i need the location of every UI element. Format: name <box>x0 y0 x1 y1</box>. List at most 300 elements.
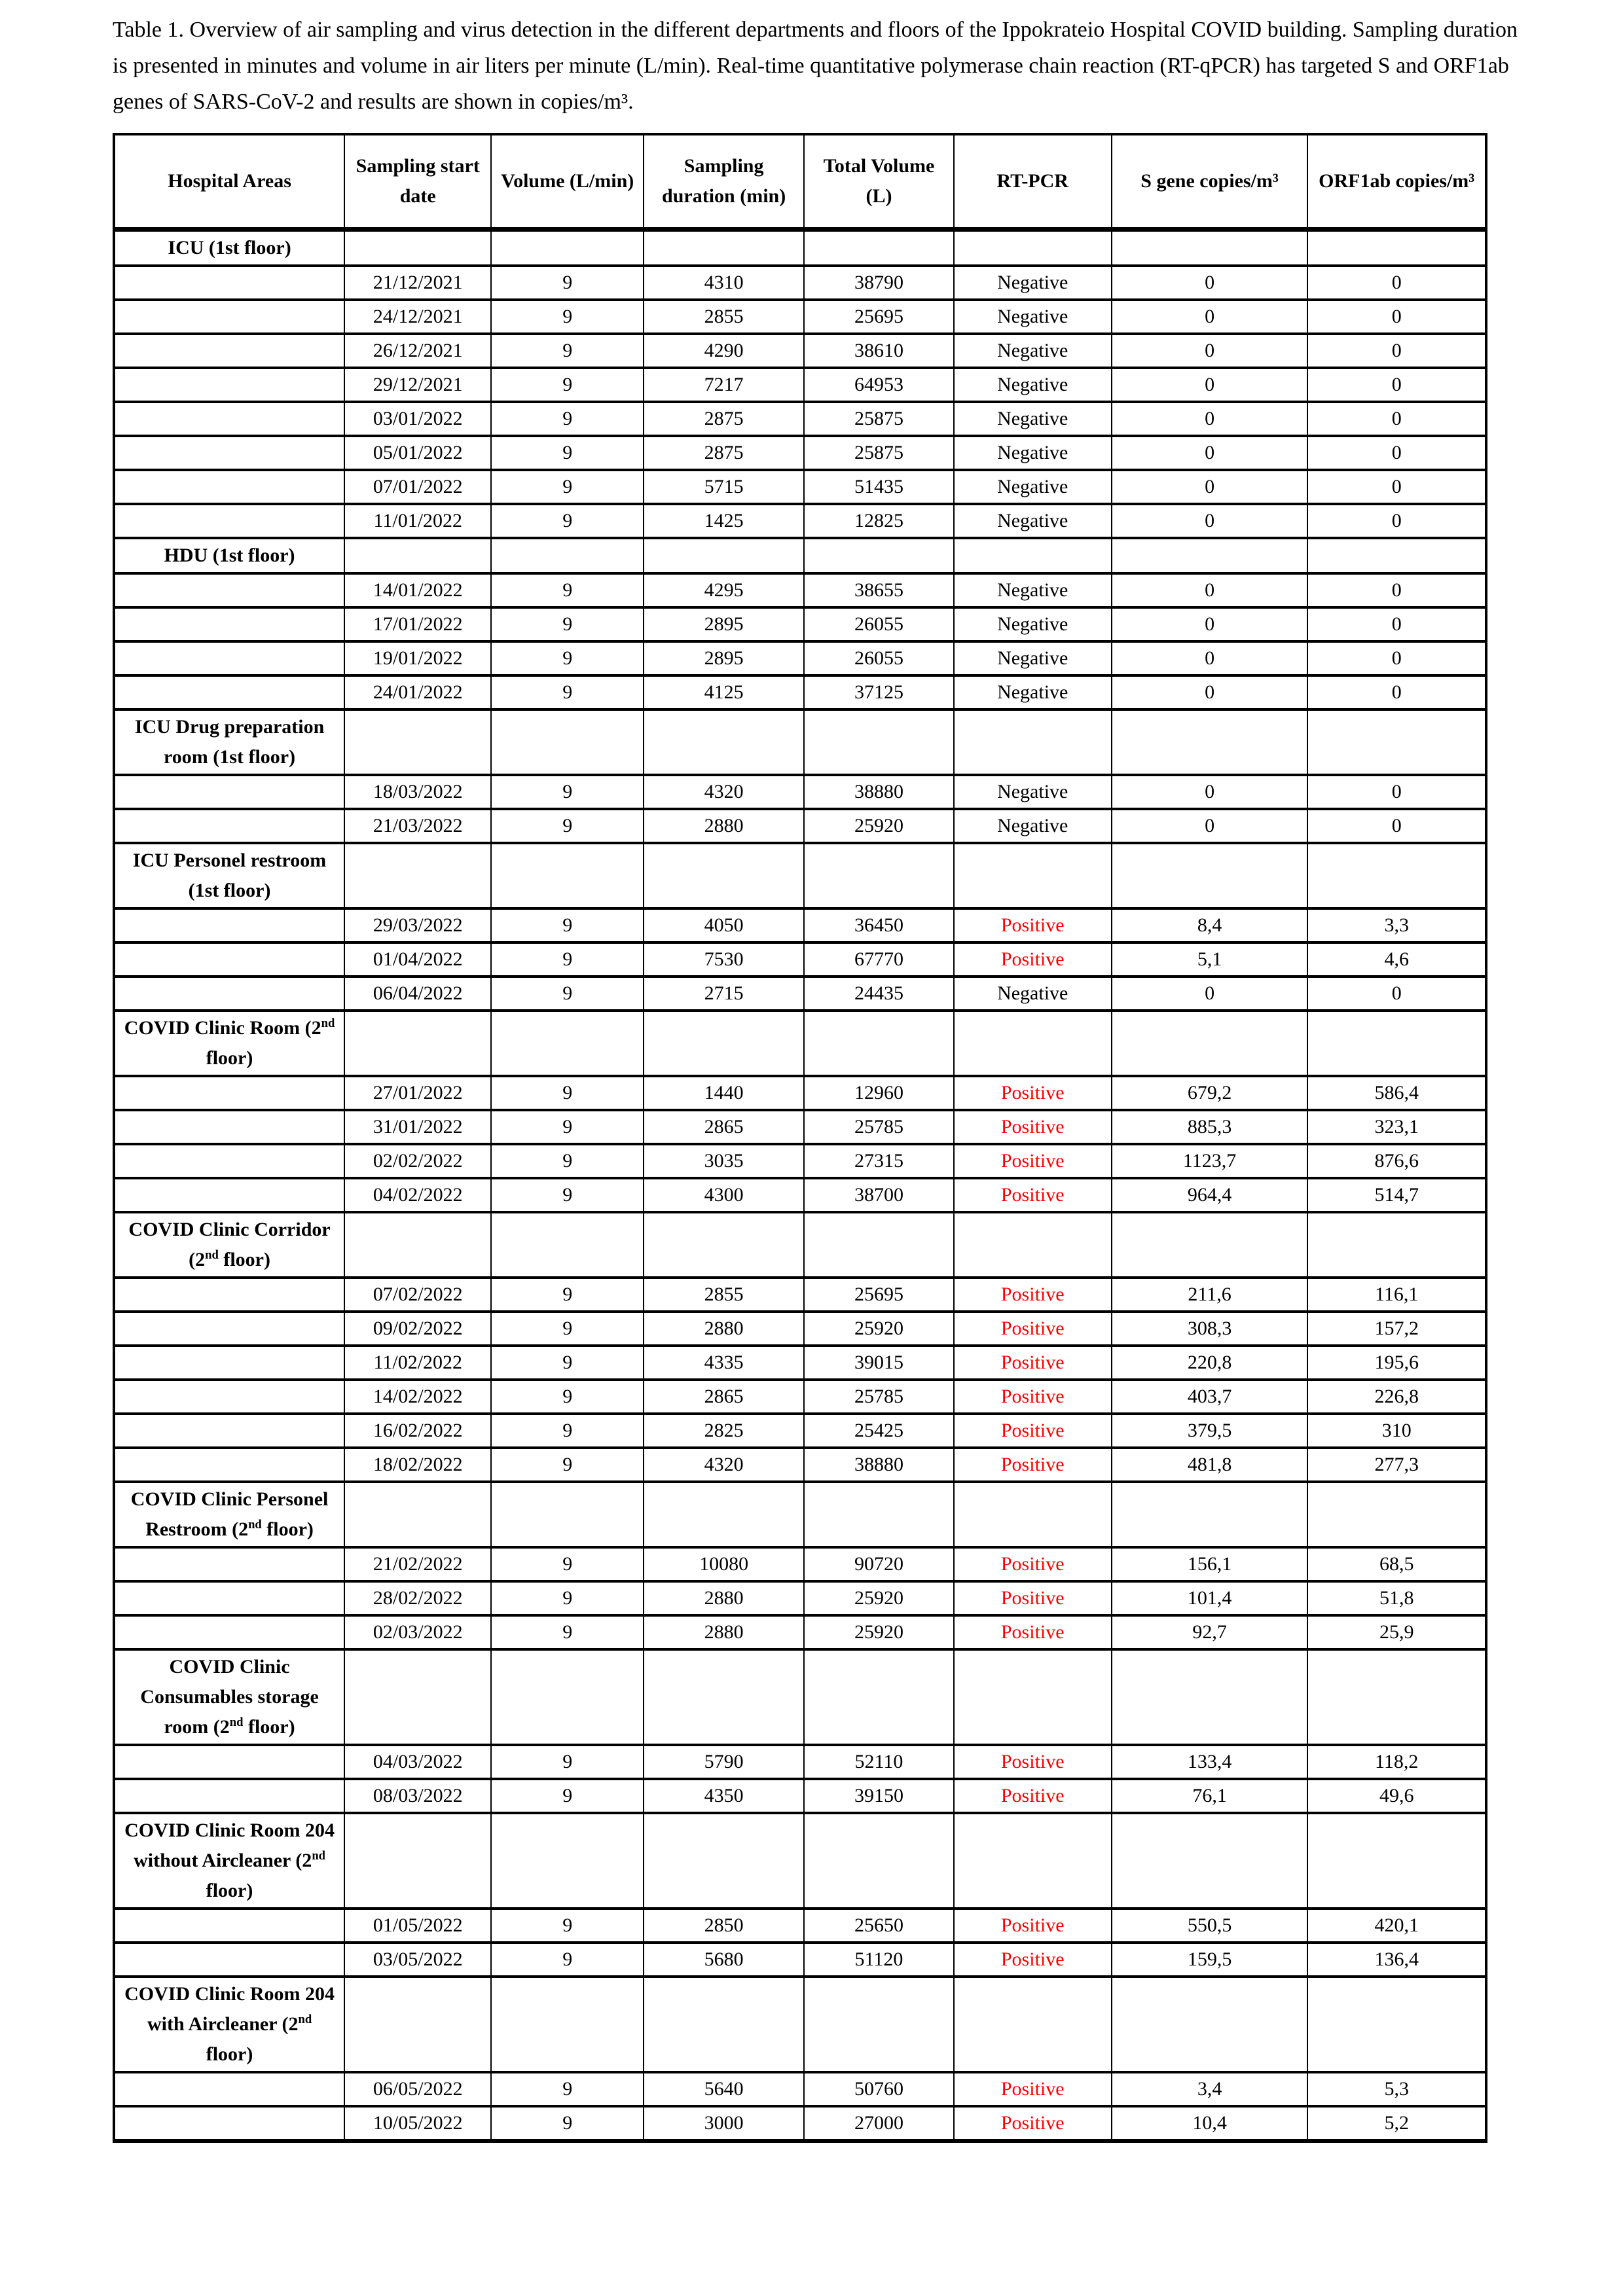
date-cell: 04/02/2022 <box>344 1178 491 1212</box>
data-row <box>114 1076 1486 1110</box>
empty-cell <box>954 538 1112 573</box>
data-row <box>114 1178 1486 1212</box>
date-cell: 28/02/2022 <box>344 1581 491 1615</box>
duration-cell: 3035 <box>644 1144 804 1178</box>
volume-cell: 9 <box>491 436 644 470</box>
data-row <box>114 1615 1486 1649</box>
data-row <box>114 300 1486 334</box>
hospital-area-label: ICU Drug preparation room (1st floor) <box>114 709 344 775</box>
empty-area-cell <box>114 266 344 300</box>
empty-area-cell <box>114 1312 344 1346</box>
empty-cell <box>954 1813 1112 1909</box>
empty-area-cell <box>114 1414 344 1448</box>
volume-cell: 9 <box>491 675 644 709</box>
empty-cell <box>804 1813 953 1909</box>
empty-area-cell <box>114 908 344 942</box>
duration-cell: 2825 <box>644 1414 804 1448</box>
date-cell: 26/12/2021 <box>344 334 491 368</box>
rt-pcr-cell: Negative <box>954 300 1112 334</box>
s-gene-cell: 0 <box>1112 775 1308 809</box>
orf1ab-cell: 310 <box>1307 1414 1486 1448</box>
rt-pcr-cell: Positive <box>954 1380 1112 1414</box>
total-volume-cell: 27000 <box>804 2106 953 2141</box>
empty-cell <box>644 1212 804 1278</box>
orf1ab-cell: 514,7 <box>1307 1178 1486 1212</box>
empty-cell <box>491 1482 644 1547</box>
total-volume-cell: 39150 <box>804 1779 953 1813</box>
s-gene-cell: 0 <box>1112 573 1308 607</box>
date-cell: 11/02/2022 <box>344 1346 491 1380</box>
orf1ab-cell: 0 <box>1307 402 1486 436</box>
duration-cell: 4290 <box>644 334 804 368</box>
rt-pcr-cell: Negative <box>954 977 1112 1011</box>
hospital-area-label: COVID Clinic Consumables storage room (2nd floor) <box>114 1649 344 1745</box>
rt-pcr-cell: Negative <box>954 675 1112 709</box>
orf1ab-cell: 136,4 <box>1307 1943 1486 1977</box>
s-gene-cell: 0 <box>1112 300 1308 334</box>
volume-cell: 9 <box>491 2106 644 2141</box>
volume-cell: 9 <box>491 368 644 402</box>
date-cell: 17/01/2022 <box>344 607 491 641</box>
rt-pcr-cell: Negative <box>954 573 1112 607</box>
empty-area-cell <box>114 573 344 607</box>
rt-pcr-cell: Positive <box>954 2072 1112 2106</box>
data-row <box>114 1943 1486 1977</box>
empty-cell <box>1307 1649 1486 1745</box>
empty-cell <box>1307 1482 1486 1547</box>
rt-pcr-cell: Positive <box>954 1346 1112 1380</box>
data-row <box>114 1346 1486 1380</box>
total-volume-cell: 26055 <box>804 641 953 675</box>
orf1ab-cell: 876,6 <box>1307 1144 1486 1178</box>
data-row <box>114 1110 1486 1144</box>
empty-cell <box>1307 1813 1486 1909</box>
volume-cell: 9 <box>491 2072 644 2106</box>
empty-cell <box>1307 1212 1486 1278</box>
orf1ab-cell: 0 <box>1307 809 1486 843</box>
duration-cell: 5680 <box>644 1943 804 1977</box>
total-volume-cell: 38880 <box>804 775 953 809</box>
empty-area-cell <box>114 1547 344 1581</box>
volume-cell: 9 <box>491 504 644 538</box>
empty-cell <box>491 538 644 573</box>
col-header-sampling-duration: Sampling duration (min) <box>644 134 804 230</box>
rt-pcr-cell: Positive <box>954 1943 1112 1977</box>
section-row <box>114 538 1486 573</box>
duration-cell: 7530 <box>644 942 804 977</box>
table-caption: Table 1. Overview of air sampling and virus detection in the different departments and floors of the Ippokrateio Hospital COVID building. Sampling duration is presented in minutes and volume in air liters per minute (L/min). Real-time quantitative polymerase chain reaction (RT-qPCR) has targeted S and ORF1ab genes of SARS-CoV-2 and results are shown in copies/m³. <box>113 18 1518 114</box>
total-volume-cell: 50760 <box>804 2072 953 2106</box>
s-gene-cell: 10,4 <box>1112 2106 1308 2141</box>
empty-area-cell <box>114 641 344 675</box>
rt-pcr-cell: Positive <box>954 942 1112 977</box>
empty-cell <box>1112 1977 1308 2072</box>
empty-cell <box>1112 538 1308 573</box>
data-row <box>114 504 1486 538</box>
total-volume-cell: 25875 <box>804 436 953 470</box>
total-volume-cell: 25875 <box>804 402 953 436</box>
rt-pcr-cell: Positive <box>954 1178 1112 1212</box>
orf1ab-cell: 0 <box>1307 775 1486 809</box>
empty-cell <box>644 230 804 266</box>
empty-cell <box>954 1011 1112 1076</box>
orf1ab-cell: 0 <box>1307 675 1486 709</box>
col-header-orf1ab: ORF1ab copies/m³ <box>1307 134 1486 230</box>
empty-area-cell <box>114 1615 344 1649</box>
rt-pcr-cell: Negative <box>954 368 1112 402</box>
date-cell: 18/02/2022 <box>344 1448 491 1482</box>
empty-cell <box>1112 1212 1308 1278</box>
duration-cell: 3000 <box>644 2106 804 2141</box>
orf1ab-cell: 0 <box>1307 470 1486 504</box>
data-row <box>114 402 1486 436</box>
volume-cell: 9 <box>491 1346 644 1380</box>
rt-pcr-cell: Positive <box>954 908 1112 942</box>
total-volume-cell: 90720 <box>804 1547 953 1581</box>
date-cell: 08/03/2022 <box>344 1779 491 1813</box>
s-gene-cell: 5,1 <box>1112 942 1308 977</box>
duration-cell: 2865 <box>644 1110 804 1144</box>
date-cell: 02/02/2022 <box>344 1144 491 1178</box>
data-row <box>114 775 1486 809</box>
duration-cell: 2880 <box>644 1581 804 1615</box>
rt-pcr-cell: Positive <box>954 1312 1112 1346</box>
empty-cell <box>491 1011 644 1076</box>
empty-area-cell <box>114 1076 344 1110</box>
date-cell: 11/01/2022 <box>344 504 491 538</box>
duration-cell: 2715 <box>644 977 804 1011</box>
duration-cell: 5640 <box>644 2072 804 2106</box>
empty-cell <box>644 709 804 775</box>
rt-pcr-cell: Positive <box>954 1144 1112 1178</box>
data-row <box>114 1144 1486 1178</box>
empty-area-cell <box>114 1943 344 1977</box>
orf1ab-cell: 68,5 <box>1307 1547 1486 1581</box>
s-gene-cell: 0 <box>1112 607 1308 641</box>
volume-cell: 9 <box>491 1943 644 1977</box>
volume-cell: 9 <box>491 775 644 809</box>
rt-pcr-cell: Positive <box>954 1547 1112 1581</box>
col-header-volume: Volume (L/min) <box>491 134 644 230</box>
rt-pcr-cell: Positive <box>954 1076 1112 1110</box>
hospital-area-label: COVID Clinic Room 204 without Aircleaner (2nd floor) <box>114 1813 344 1909</box>
rt-pcr-cell: Negative <box>954 266 1112 300</box>
duration-cell: 4300 <box>644 1178 804 1212</box>
date-cell: 16/02/2022 <box>344 1414 491 1448</box>
total-volume-cell: 25425 <box>804 1414 953 1448</box>
duration-cell: 2895 <box>644 607 804 641</box>
empty-area-cell <box>114 504 344 538</box>
s-gene-cell: 220,8 <box>1112 1346 1308 1380</box>
orf1ab-cell: 0 <box>1307 977 1486 1011</box>
section-row <box>114 1649 1486 1745</box>
volume-cell: 9 <box>491 1278 644 1312</box>
total-volume-cell: 38880 <box>804 1448 953 1482</box>
total-volume-cell: 26055 <box>804 607 953 641</box>
total-volume-cell: 25920 <box>804 1581 953 1615</box>
rt-pcr-cell: Positive <box>954 1581 1112 1615</box>
empty-cell <box>804 538 953 573</box>
empty-area-cell <box>114 1909 344 1943</box>
total-volume-cell: 25920 <box>804 809 953 843</box>
total-volume-cell: 25785 <box>804 1380 953 1414</box>
empty-cell <box>804 1212 953 1278</box>
hospital-area-label: COVID Clinic Corridor (2nd floor) <box>114 1212 344 1278</box>
empty-cell <box>491 230 644 266</box>
section-row <box>114 1813 1486 1909</box>
empty-area-cell <box>114 402 344 436</box>
col-header-s-gene: S gene copies/m³ <box>1112 134 1308 230</box>
rt-pcr-cell: Positive <box>954 2106 1112 2141</box>
date-cell: 06/04/2022 <box>344 977 491 1011</box>
orf1ab-cell: 586,4 <box>1307 1076 1486 1110</box>
duration-cell: 2880 <box>644 1312 804 1346</box>
s-gene-cell: 92,7 <box>1112 1615 1308 1649</box>
date-cell: 14/01/2022 <box>344 573 491 607</box>
duration-cell: 4125 <box>644 675 804 709</box>
duration-cell: 2850 <box>644 1909 804 1943</box>
section-row <box>114 1977 1486 2072</box>
volume-cell: 9 <box>491 1745 644 1779</box>
section-row <box>114 1011 1486 1076</box>
section-row <box>114 230 1486 266</box>
volume-cell: 9 <box>491 1312 644 1346</box>
orf1ab-cell: 51,8 <box>1307 1581 1486 1615</box>
volume-cell: 9 <box>491 641 644 675</box>
duration-cell: 4310 <box>644 266 804 300</box>
empty-cell <box>954 1482 1112 1547</box>
empty-area-cell <box>114 300 344 334</box>
rt-pcr-cell: Positive <box>954 1745 1112 1779</box>
rt-pcr-cell: Negative <box>954 504 1112 538</box>
orf1ab-cell: 277,3 <box>1307 1448 1486 1482</box>
section-row <box>114 1212 1486 1278</box>
empty-cell <box>804 843 953 908</box>
empty-area-cell <box>114 1448 344 1482</box>
date-cell: 07/02/2022 <box>344 1278 491 1312</box>
rt-pcr-cell: Negative <box>954 334 1112 368</box>
duration-cell: 4320 <box>644 1448 804 1482</box>
rt-pcr-cell: Positive <box>954 1414 1112 1448</box>
s-gene-cell: 0 <box>1112 641 1308 675</box>
empty-cell <box>644 1482 804 1547</box>
rt-pcr-cell: Negative <box>954 607 1112 641</box>
date-cell: 24/12/2021 <box>344 300 491 334</box>
volume-cell: 9 <box>491 1380 644 1414</box>
hospital-area-label: COVID Clinic Room 204 with Aircleaner (2nd floor) <box>114 1977 344 2072</box>
empty-area-cell <box>114 1278 344 1312</box>
empty-cell <box>344 1813 491 1909</box>
volume-cell: 9 <box>491 1615 644 1649</box>
s-gene-cell: 211,6 <box>1112 1278 1308 1312</box>
empty-area-cell <box>114 1779 344 1813</box>
orf1ab-cell: 5,3 <box>1307 2072 1486 2106</box>
s-gene-cell: 0 <box>1112 334 1308 368</box>
total-volume-cell: 38700 <box>804 1178 953 1212</box>
empty-cell <box>1307 1977 1486 2072</box>
s-gene-cell: 379,5 <box>1112 1414 1308 1448</box>
s-gene-cell: 0 <box>1112 368 1308 402</box>
total-volume-cell: 67770 <box>804 942 953 977</box>
empty-cell <box>644 1977 804 2072</box>
empty-cell <box>954 1649 1112 1745</box>
duration-cell: 2880 <box>644 1615 804 1649</box>
empty-cell <box>1307 843 1486 908</box>
data-row <box>114 809 1486 843</box>
empty-area-cell <box>114 470 344 504</box>
hospital-area-label: ICU (1st floor) <box>114 230 344 266</box>
empty-cell <box>1307 230 1486 266</box>
duration-cell: 1425 <box>644 504 804 538</box>
empty-cell <box>1307 709 1486 775</box>
volume-cell: 9 <box>491 1110 644 1144</box>
date-cell: 19/01/2022 <box>344 641 491 675</box>
empty-cell <box>804 1649 953 1745</box>
s-gene-cell: 679,2 <box>1112 1076 1308 1110</box>
date-cell: 21/12/2021 <box>344 266 491 300</box>
empty-cell <box>1307 1011 1486 1076</box>
data-row <box>114 1278 1486 1312</box>
data-row <box>114 1380 1486 1414</box>
volume-cell: 9 <box>491 573 644 607</box>
hospital-area-label: COVID Clinic Personel Restroom (2nd floor) <box>114 1482 344 1547</box>
s-gene-cell: 0 <box>1112 266 1308 300</box>
s-gene-cell: 133,4 <box>1112 1745 1308 1779</box>
orf1ab-cell: 157,2 <box>1307 1312 1486 1346</box>
s-gene-cell: 101,4 <box>1112 1581 1308 1615</box>
s-gene-cell: 3,4 <box>1112 2072 1308 2106</box>
data-row <box>114 942 1486 977</box>
total-volume-cell: 25785 <box>804 1110 953 1144</box>
s-gene-cell: 0 <box>1112 470 1308 504</box>
data-row <box>114 266 1486 300</box>
orf1ab-cell: 0 <box>1307 368 1486 402</box>
empty-cell <box>344 1649 491 1745</box>
total-volume-cell: 37125 <box>804 675 953 709</box>
volume-cell: 9 <box>491 1448 644 1482</box>
duration-cell: 4335 <box>644 1346 804 1380</box>
s-gene-cell: 0 <box>1112 504 1308 538</box>
empty-cell <box>491 1977 644 2072</box>
empty-area-cell <box>114 1581 344 1615</box>
date-cell: 03/05/2022 <box>344 1943 491 1977</box>
duration-cell: 4295 <box>644 573 804 607</box>
date-cell: 21/02/2022 <box>344 1547 491 1581</box>
data-row <box>114 1745 1486 1779</box>
empty-cell <box>804 1482 953 1547</box>
empty-area-cell <box>114 2106 344 2141</box>
empty-cell <box>804 1977 953 2072</box>
orf1ab-cell: 5,2 <box>1307 2106 1486 2141</box>
total-volume-cell: 25650 <box>804 1909 953 1943</box>
empty-area-cell <box>114 1144 344 1178</box>
empty-area-cell <box>114 675 344 709</box>
empty-area-cell <box>114 1110 344 1144</box>
empty-cell <box>1112 230 1308 266</box>
empty-area-cell <box>114 942 344 977</box>
duration-cell: 5790 <box>644 1745 804 1779</box>
volume-cell: 9 <box>491 1076 644 1110</box>
data-row <box>114 368 1486 402</box>
empty-cell <box>1112 1649 1308 1745</box>
s-gene-cell: 0 <box>1112 809 1308 843</box>
orf1ab-cell: 0 <box>1307 436 1486 470</box>
date-cell: 01/05/2022 <box>344 1909 491 1943</box>
s-gene-cell: 1123,7 <box>1112 1144 1308 1178</box>
rt-pcr-cell: Negative <box>954 436 1112 470</box>
orf1ab-cell: 323,1 <box>1307 1110 1486 1144</box>
date-cell: 04/03/2022 <box>344 1745 491 1779</box>
volume-cell: 9 <box>491 908 644 942</box>
data-row <box>114 2072 1486 2106</box>
duration-cell: 2855 <box>644 300 804 334</box>
empty-cell <box>804 230 953 266</box>
empty-cell <box>644 1813 804 1909</box>
date-cell: 27/01/2022 <box>344 1076 491 1110</box>
duration-cell: 2875 <box>644 436 804 470</box>
date-cell: 10/05/2022 <box>344 2106 491 2141</box>
empty-cell <box>491 709 644 775</box>
data-row <box>114 607 1486 641</box>
duration-cell: 10080 <box>644 1547 804 1581</box>
total-volume-cell: 25695 <box>804 1278 953 1312</box>
rt-pcr-cell: Negative <box>954 402 1112 436</box>
empty-cell <box>1112 709 1308 775</box>
empty-cell <box>954 1212 1112 1278</box>
data-row <box>114 908 1486 942</box>
s-gene-cell: 964,4 <box>1112 1178 1308 1212</box>
date-cell: 02/03/2022 <box>344 1615 491 1649</box>
empty-cell <box>1307 538 1486 573</box>
col-header-total-volume: Total Volume (L) <box>804 134 953 230</box>
total-volume-cell: 51435 <box>804 470 953 504</box>
rt-pcr-cell: Negative <box>954 641 1112 675</box>
date-cell: 31/01/2022 <box>344 1110 491 1144</box>
data-row <box>114 1414 1486 1448</box>
date-cell: 21/03/2022 <box>344 809 491 843</box>
s-gene-cell: 8,4 <box>1112 908 1308 942</box>
orf1ab-cell: 25,9 <box>1307 1615 1486 1649</box>
s-gene-cell: 76,1 <box>1112 1779 1308 1813</box>
s-gene-cell: 0 <box>1112 402 1308 436</box>
empty-area-cell <box>114 1380 344 1414</box>
col-header-sampling-start-date: Sampling start date <box>344 134 491 230</box>
volume-cell: 9 <box>491 607 644 641</box>
empty-cell <box>344 709 491 775</box>
orf1ab-cell: 420,1 <box>1307 1909 1486 1943</box>
data-row <box>114 436 1486 470</box>
section-row <box>114 709 1486 775</box>
empty-cell <box>644 1649 804 1745</box>
empty-cell <box>954 709 1112 775</box>
orf1ab-cell: 118,2 <box>1307 1745 1486 1779</box>
date-cell: 03/01/2022 <box>344 402 491 436</box>
volume-cell: 9 <box>491 300 644 334</box>
total-volume-cell: 12960 <box>804 1076 953 1110</box>
empty-area-cell <box>114 607 344 641</box>
empty-area-cell <box>114 436 344 470</box>
empty-cell <box>344 1482 491 1547</box>
duration-cell: 5715 <box>644 470 804 504</box>
total-volume-cell: 25920 <box>804 1615 953 1649</box>
total-volume-cell: 52110 <box>804 1745 953 1779</box>
empty-area-cell <box>114 775 344 809</box>
date-cell: 09/02/2022 <box>344 1312 491 1346</box>
empty-cell <box>954 1977 1112 2072</box>
total-volume-cell: 36450 <box>804 908 953 942</box>
volume-cell: 9 <box>491 402 644 436</box>
data-row <box>114 641 1486 675</box>
